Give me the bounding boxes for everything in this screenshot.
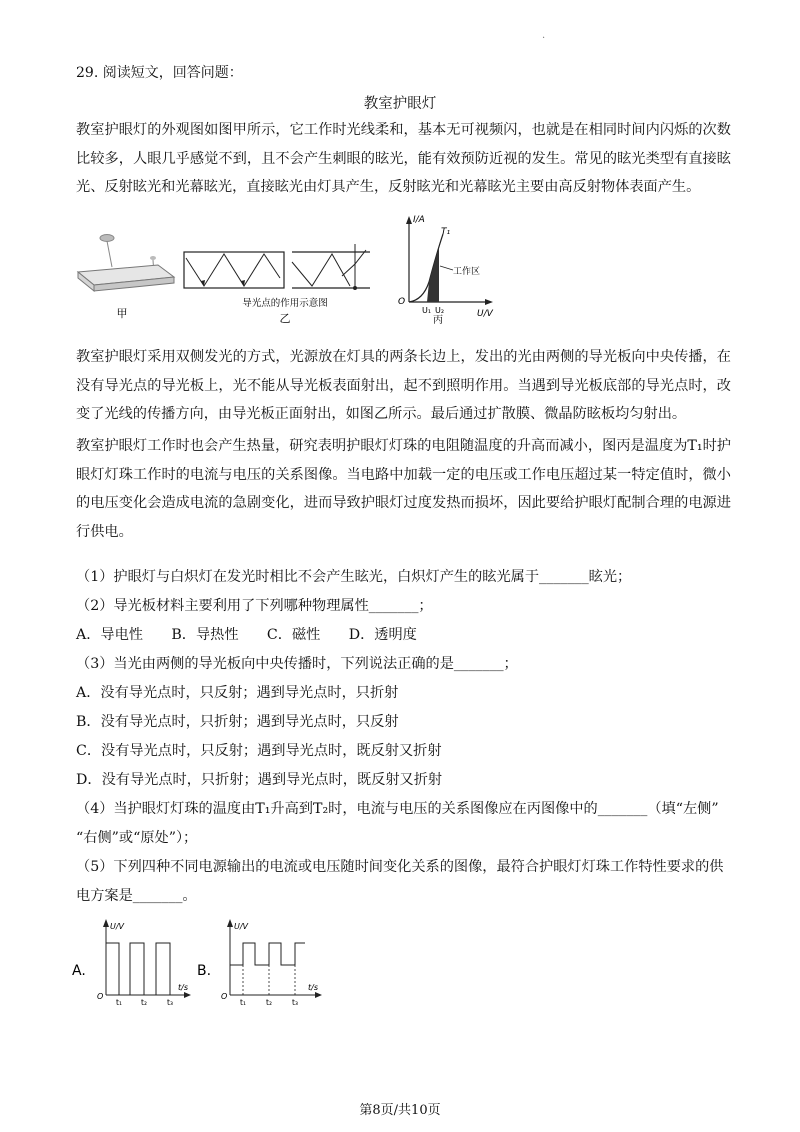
a-y-axis-label: U/V [110,922,125,931]
a-t1: t₁ [116,998,122,1007]
b-x-axis-arrow [315,992,322,998]
question-number: 29. 阅读短文，回答问题： [76,65,243,81]
curve-t1-label: T₁ [441,227,451,237]
zone-leader-line [440,266,453,270]
lamp-ceiling-mount-right [150,256,156,260]
a-t3: t₃ [167,998,173,1007]
b-t3: t₃ [292,998,298,1007]
page-footer: 第8页/共10页 [359,1103,441,1118]
question-3-option-c: C．没有导光点时，只反射；遇到导光点时，既反射又折射 [76,743,442,759]
figure-yi-caption: 导光点的作用示意图 [242,298,328,309]
b-x-axis-label: t/s [308,983,318,992]
u1-label: U₁ [422,306,432,315]
b-square-wave [230,943,305,965]
page-mark: . [542,30,546,41]
option-b-graph [197,915,327,1007]
article-title: 教室护眼灯 [363,96,437,112]
figure-bing-iu-graph [393,212,503,324]
a-t2: t₂ [141,998,147,1007]
y-axis-label: I/A [413,215,425,225]
figure-yi-label: 乙 [279,312,291,325]
option-a-label: A. [72,963,86,979]
question-2: （2）导光板材料主要利用了下列哪种物理属性_______； [76,598,433,614]
figure-jia-label: 甲 [116,307,128,320]
light-guide-point [353,286,357,290]
option-b-label: B. [197,963,212,979]
question-5-line-1: （5）下列四种不同电源输出的电流或电压随时间变化关系的图像，最符合护眼灯灯珠工作特性要求的供 [76,859,724,875]
question-2-options: A．导电性 B．导热性 C．磁性 D．透明度 [76,627,417,643]
lamp-cable-left [107,241,112,267]
paragraph-2: 教室护眼灯采用双侧发光的方式，光源放在灯具的两条长边上，发出的光由两侧的导光板向中央传播，在没有导光点的导光板上，光不能从导光板表面射出，起不到照明作用。当遇到导光板底部的导光点时，改变了光线的传播方向，由导光板正面射出，如图乙所示。最后通过扩散膜、微晶防眩板均匀射出。 [76,349,731,422]
work-zone-shade [427,248,439,302]
a-x-axis-label: t/s [178,983,188,992]
question-4-line-2: “右侧”或“原处”）； [76,830,198,846]
question-3-option-b: B．没有导光点时，只折射；遇到导光点时，只反射 [76,714,399,730]
b-t2: t₂ [266,998,272,1007]
b-origin: O [221,992,228,1001]
b-y-axis-arrow [227,919,233,927]
a-y-axis-arrow [103,919,109,927]
work-zone-label: 工作区 [453,267,481,277]
u2-label: U₂ [435,306,445,315]
b-y-axis-label: U/V [234,922,249,931]
origin-label: O [398,297,406,307]
question-3-option-a: A．没有导光点时，只反射；遇到导光点时，只折射 [76,685,399,701]
a-origin: O [97,992,104,1001]
paragraph-1: 教室护眼灯的外观图如图甲所示，它工作时光线柔和，基本无可视频闪，也就是在相同时间内闪烁的次数比较多，人眼几乎感觉不到，且不会产生刺眼的眩光，能有效预防近视的发生。常见的眩光类型有直接眩光、反射眩光和光幕眩光，直接眩光由灯具产生，反射眩光和光幕眩光主要由高反射物体表面产生。 [76,122,731,195]
refracted-ray [342,250,366,276]
paragraph-3: 教室护眼灯工作时也会产生热量，研究表明护眼灯灯珠的电阻随温度的升高而减小，图丙是温度为T₁时护眼灯灯珠工作时的电流与电压的关系图像。当电路中加载一定的电压或工作电压超过某一特定值时，微小的电压变化会造成电流的急剧变化，进而导致护眼灯过度发热而损坏，因此要给护眼灯配制合理的电源进行供电。 [76,438,731,540]
light-ray-to-point [292,254,350,286]
question-4-line-1: （4）当护眼灯灯珠的温度由T₁升高到T₂时，电流与电压的关系图像应在丙图像中的_______（填“左侧” [76,801,719,817]
x-axis-arrow [485,299,493,305]
question-3: （3）当光由两侧的导光板向中央传播时，下列说法正确的是_______； [76,656,518,672]
figure-bing-label: 丙 [433,315,443,324]
x-axis-label: U/V [477,309,493,319]
lamp-ceiling-mount-left [100,235,114,242]
question-5-line-2: 电方案是_______。 [76,888,197,904]
figure-yi-light-guide [180,240,395,325]
a-x-axis-arrow [184,992,191,998]
question-3-option-d: D．没有导光点时，只折射；遇到导光点时，既反射又折射 [76,772,443,788]
question-1: （1）护眼灯与白炽灯在发光时相比不会产生眩光，白炽灯产生的眩光属于_______眩光； [76,569,632,585]
y-axis-arrow [406,216,412,224]
b-t1: t₁ [240,998,246,1007]
light-ray-zigzag [186,254,280,286]
figure-jia-lamp [72,225,180,325]
option-a-graph [72,915,192,1007]
a-square-wave [106,943,170,995]
